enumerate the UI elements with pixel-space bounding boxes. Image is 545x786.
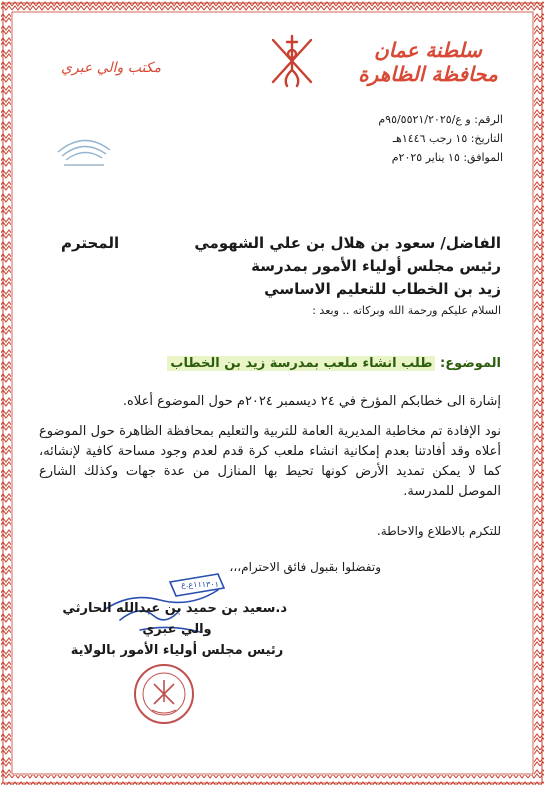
reference-block <box>378 110 503 167</box>
signatory-position: والي عبري <box>142 622 212 637</box>
reference-date-hijri: التاريخ: ١٥ رجب ١٤٤٦هـ <box>392 132 503 145</box>
watermark-logo-icon <box>52 130 116 172</box>
greeting: السلام عليكم ورحمة الله وبركاته .. وبعد : <box>312 304 501 317</box>
signatory-role: رئيس مجلس أولياء الأمور بالولاية <box>70 643 284 658</box>
body-paragraph-3: للتكرم بالاطلاع والاحاطة. <box>376 524 501 538</box>
reference-date-gregorian: الموافق: ١٥ يناير ٢٠٢٥م <box>391 151 503 164</box>
subject-line <box>167 356 501 371</box>
closing-line: وتفضلوا بقبول فائق الاحترام،،، <box>229 560 381 574</box>
body-paragraph-1: إشارة الى خطابكم المؤرخ في ٢٤ ديسمبر ٢٠٢٤م حول الموضوع أعلاه. <box>122 394 501 409</box>
subject-label: الموضوع: <box>440 356 501 371</box>
khanjar-emblem-icon <box>263 30 321 92</box>
official-stamp <box>132 662 196 726</box>
signatory-name: د.سعيد بن حميد بن عبدالله الحارثي <box>62 601 287 616</box>
recipient-title: رئيس مجلس أولياء الأمور بمدرسة <box>251 257 501 275</box>
recipient-school: زيد بن الخطاب للتعليم الاساسي <box>264 280 501 298</box>
subject-text: طلب انشاء ملعب بمدرسة زيد بن الخطاب <box>167 356 435 371</box>
issuer-country: سلطنة عمان <box>374 38 482 62</box>
signatory-block <box>62 598 287 661</box>
issuer-governorate: محافظة الظاهرة <box>358 62 498 86</box>
letter <box>24 22 521 764</box>
issuer-title <box>343 38 513 86</box>
recipient-honorific: المحترم <box>61 234 120 252</box>
reference-number: الرقم: و ع/٩٥/٥٥٢١/٢٠٢٥م <box>378 113 503 126</box>
recipient-name: الفاضل/ سعود بن هلال بن علي الشهومي <box>194 234 501 252</box>
issuer-office: مكتب والي عبري <box>61 60 161 76</box>
signature-annotation: ١١١٣٠١ع.ع <box>181 580 219 589</box>
body-paragraph-2: نود الإفادة تم مخاطبة المديرية العامة للتربية والتعليم بمحافظة الظاهرة حول الموضوع أعلاه وقد أفادتنا بعدم إمكانية انشاء ملعب كرة قدم لعدم وجود مساحة كافية لإنشائه، كما لا يمكن تمديد الأرض كونها تحيط بها المنازل من عدة جهات وكذلك الشارع الموصل للمدرسة. <box>39 424 501 499</box>
recipient-block <box>41 232 501 301</box>
